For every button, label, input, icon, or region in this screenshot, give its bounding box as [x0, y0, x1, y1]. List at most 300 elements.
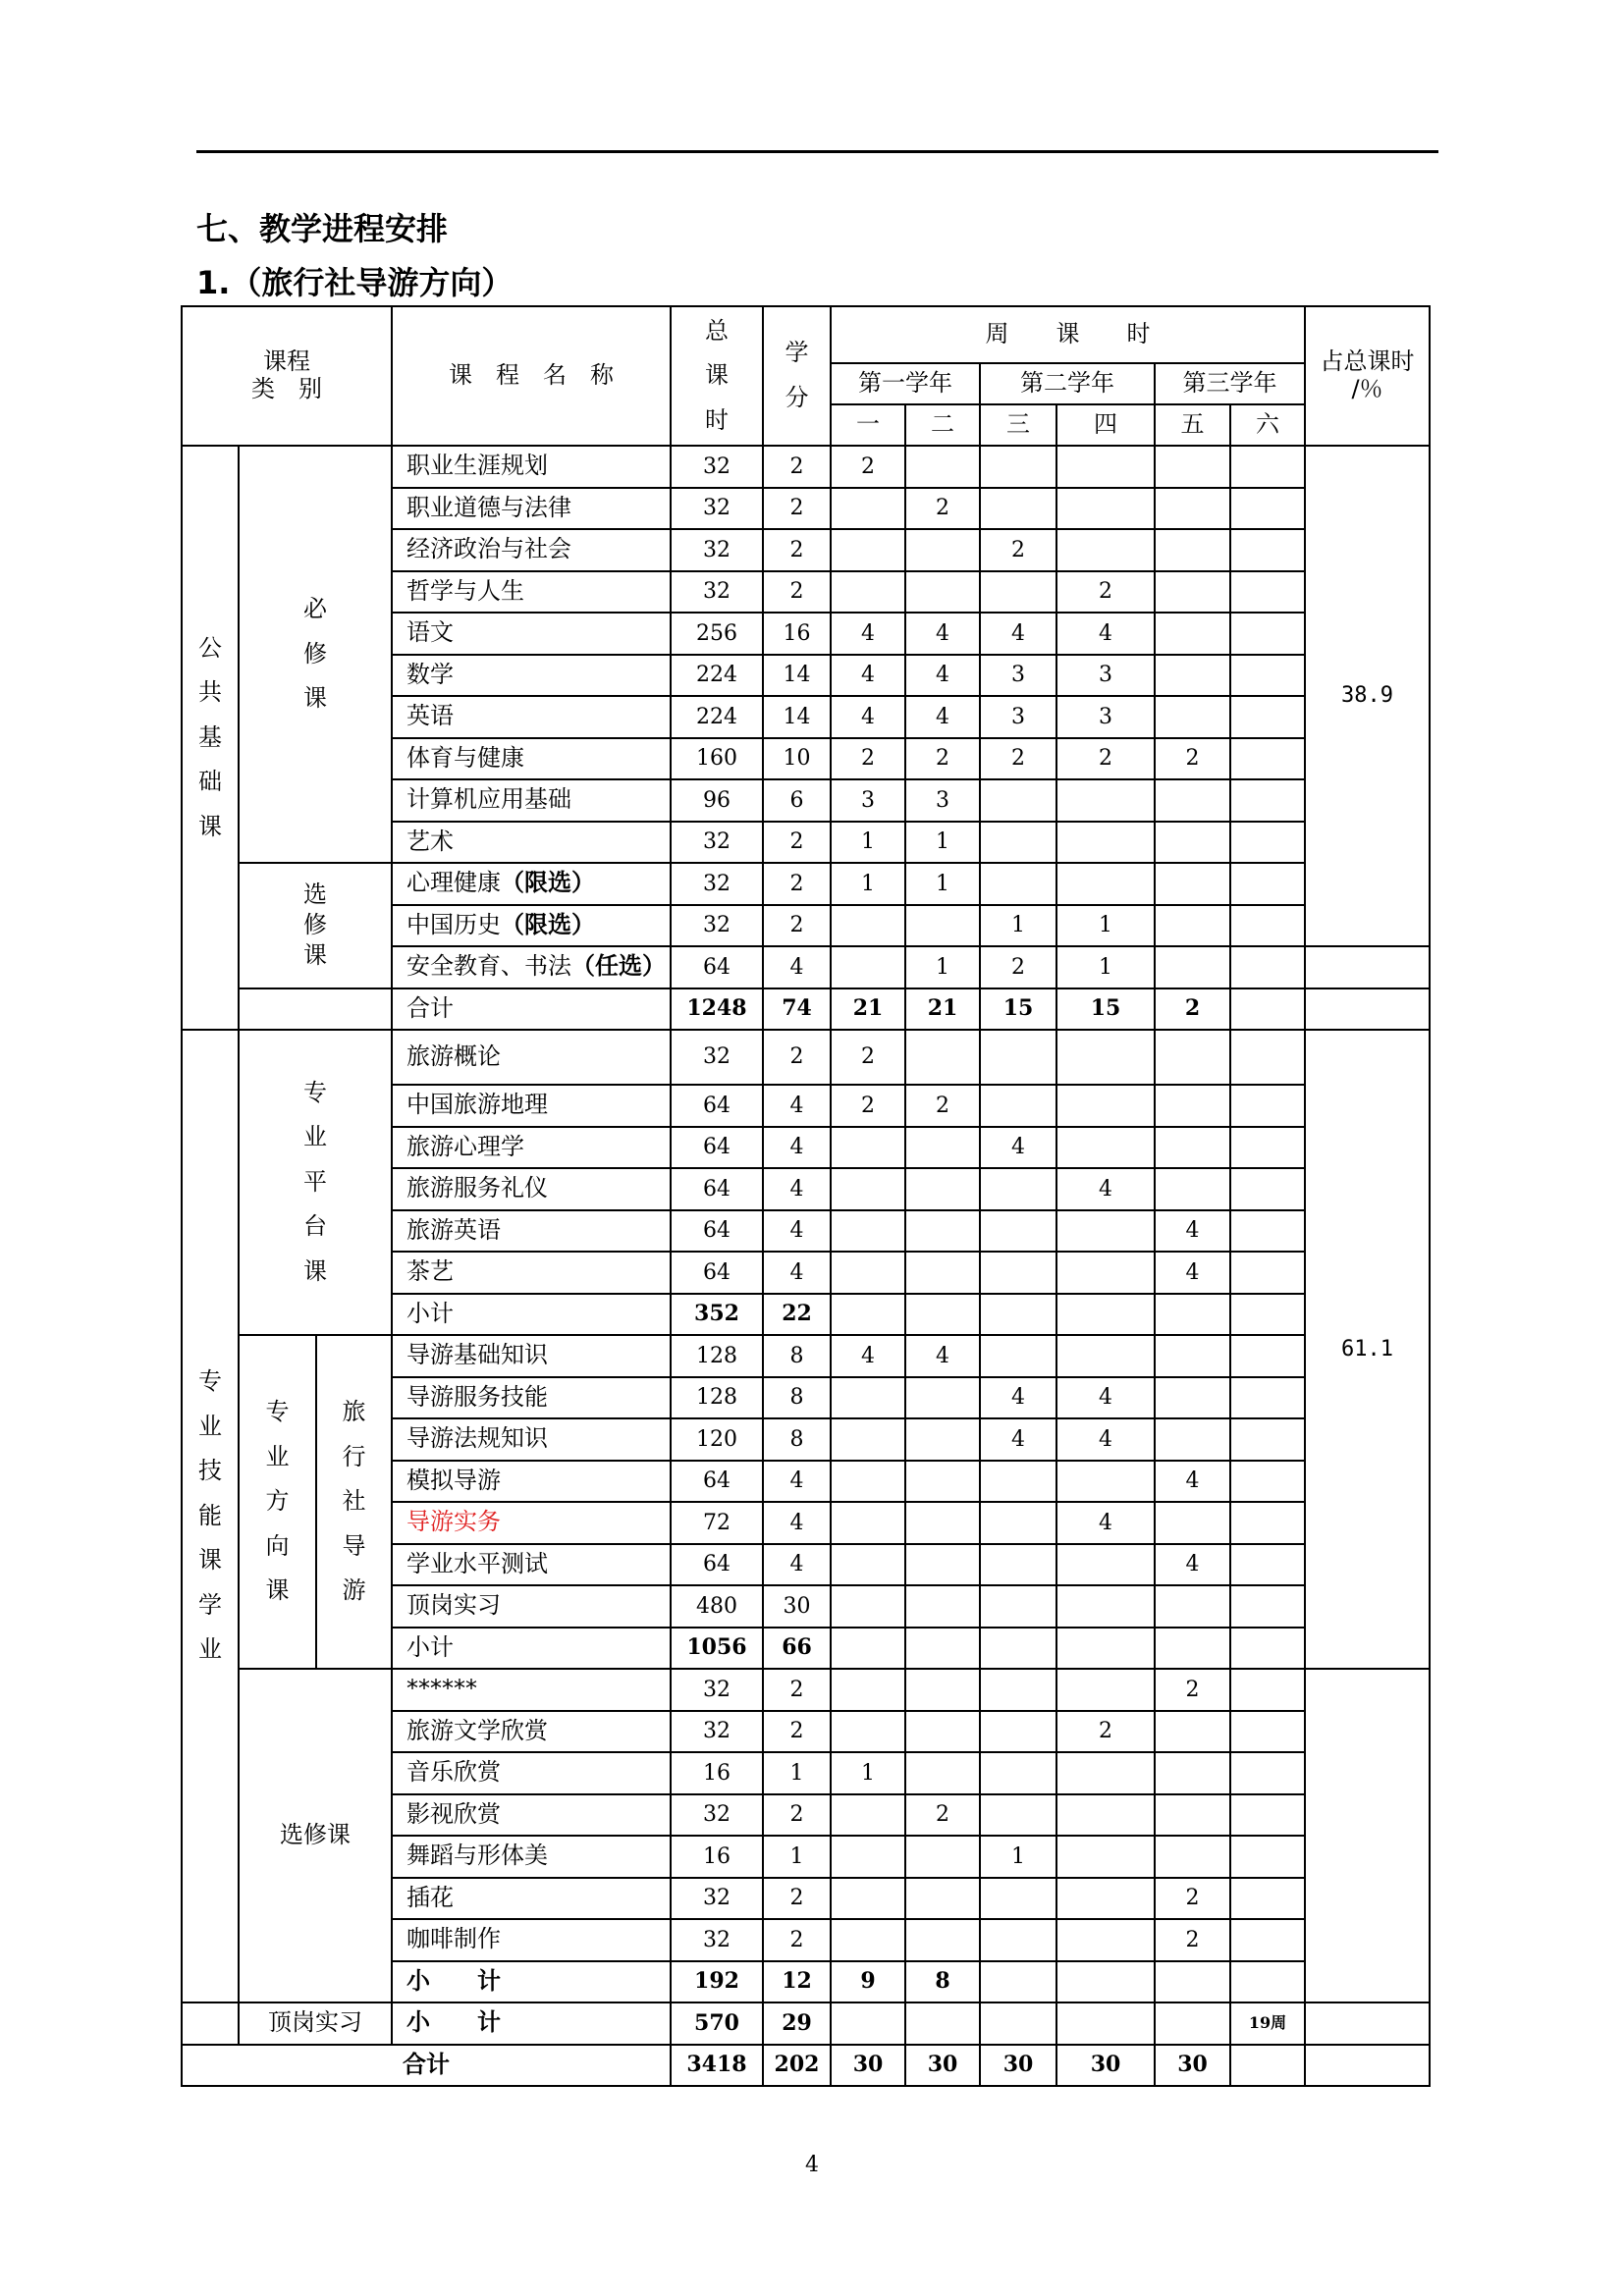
semester-cell: 4	[980, 1377, 1056, 1419]
course-name: 旅游概论	[392, 1030, 671, 1085]
semester-cell: 1	[1056, 946, 1155, 988]
semester-cell: 30	[905, 2045, 980, 2087]
platform-subtotal-credits: 22	[763, 1294, 831, 1336]
credits-cell: 2	[763, 905, 831, 947]
table-row	[182, 988, 1430, 1031]
semester-cell	[1155, 1752, 1230, 1794]
semester-cell	[831, 1127, 905, 1169]
semester-cell	[1230, 1377, 1305, 1419]
semester-cell	[980, 1585, 1056, 1628]
semester-cell	[905, 446, 980, 488]
semester-cell	[905, 1669, 980, 1711]
total-hours-cell: 16	[671, 1752, 763, 1794]
direction-subtotal-credits: 66	[763, 1628, 831, 1670]
semester-cell	[1155, 1127, 1230, 1169]
header-category	[182, 306, 392, 446]
course-name: 旅游服务礼仪	[392, 1168, 671, 1210]
semester-cell	[1230, 738, 1305, 780]
semester-cell: 4	[905, 696, 980, 738]
group-platform	[239, 1030, 392, 1335]
semester-cell: 4	[1056, 1418, 1155, 1461]
semester-cell	[1155, 1794, 1230, 1837]
semester-cell	[980, 1335, 1056, 1377]
semester-cell	[1230, 905, 1305, 947]
semester-cell: 3	[1056, 696, 1155, 738]
table-row	[182, 2045, 1430, 2087]
semester-cell	[1056, 779, 1155, 822]
semester-cell	[1155, 779, 1230, 822]
semester-cell	[1056, 1585, 1155, 1628]
credits-cell: 4	[763, 1127, 831, 1169]
total-hours-cell: 64	[671, 946, 763, 988]
internship-hours: 570	[671, 2002, 763, 2045]
semester-cell: 4	[1155, 1461, 1230, 1503]
semester-cell	[980, 1085, 1056, 1127]
total-hours-cell: 32	[671, 863, 763, 905]
semester-cell	[1230, 696, 1305, 738]
credits-cell: 2	[763, 1711, 831, 1753]
total-hours-cell: 480	[671, 1585, 763, 1628]
semester-cell	[1056, 1919, 1155, 1961]
empty-cell	[182, 2002, 239, 2045]
semester-cell	[905, 1919, 980, 1961]
semester-cell	[831, 905, 905, 947]
credits-cell: 2	[763, 571, 831, 614]
semester-cell	[1230, 1127, 1305, 1169]
course-name-text: 心理健康	[406, 869, 501, 897]
semester-cell	[1056, 1752, 1155, 1794]
course-name	[392, 946, 671, 988]
course-name: ******	[392, 1669, 671, 1711]
header-year3: 第三学年	[1155, 363, 1305, 404]
semester-cell	[831, 1794, 905, 1837]
credits-cell: 2	[763, 529, 831, 571]
semester-cell	[980, 1544, 1056, 1586]
total-hours-cell: 16	[671, 1836, 763, 1878]
semester-cell	[1230, 1252, 1305, 1294]
course-name: 学业水平测试	[392, 1544, 671, 1586]
credits-cell: 2	[763, 1669, 831, 1711]
group-direction-text: 专业方向课	[265, 1398, 290, 1605]
semester-cell	[905, 1030, 980, 1085]
course-name: 影视欣赏	[392, 1794, 671, 1837]
credits-cell: 8	[763, 1418, 831, 1461]
table-row	[182, 446, 1430, 488]
semester-cell	[980, 1252, 1056, 1294]
percent-cell	[1305, 946, 1430, 988]
semester-cell	[1056, 1961, 1155, 2003]
semester-cell: 30	[1056, 2045, 1155, 2087]
semester-cell	[980, 1168, 1056, 1210]
semester-cell	[905, 1544, 980, 1586]
course-name: 导游基础知识	[392, 1335, 671, 1377]
semester-cell	[1056, 1030, 1155, 1085]
semester-cell	[1056, 1210, 1155, 1253]
course-name: 音乐欣赏	[392, 1752, 671, 1794]
semester-cell	[831, 1919, 905, 1961]
semester-cell: 15	[980, 988, 1056, 1031]
semester-cell: 4	[980, 613, 1056, 655]
semester-cell	[980, 1461, 1056, 1503]
total-hours-cell: 72	[671, 1502, 763, 1544]
credits-cell: 8	[763, 1377, 831, 1419]
course-name: 舞蹈与形体美	[392, 1836, 671, 1878]
semester-cell	[831, 1628, 905, 1670]
course-name: 中国旅游地理	[392, 1085, 671, 1127]
prof-elective-subtotal-credits: 12	[763, 1961, 831, 2003]
semester-cell: 2	[1155, 988, 1230, 1031]
total-hours-cell: 224	[671, 696, 763, 738]
direction-subtotal-hours: 1056	[671, 1628, 763, 1670]
semester-cell	[1056, 529, 1155, 571]
credits-cell: 4	[763, 1168, 831, 1210]
percent-professional: 61.1	[1305, 1030, 1430, 1669]
header-semester: 二	[905, 404, 980, 446]
semester-cell	[1056, 1085, 1155, 1127]
semester-cell	[1155, 1294, 1230, 1336]
percent-public: 38.9	[1305, 446, 1430, 946]
semester-cell	[1230, 1711, 1305, 1753]
total-hours-cell: 32	[671, 905, 763, 947]
semester-cell	[905, 1294, 980, 1336]
semester-cell: 4	[1155, 1544, 1230, 1586]
semester-cell	[980, 1628, 1056, 1670]
total-hours-cell: 32	[671, 1919, 763, 1961]
header-total-hours	[671, 306, 763, 446]
semester-cell	[905, 2002, 980, 2045]
platform-subtotal-label: 小计	[392, 1294, 671, 1336]
credits-cell: 14	[763, 696, 831, 738]
total-hours-cell: 64	[671, 1252, 763, 1294]
credits-cell: 2	[763, 863, 831, 905]
semester-cell	[831, 1878, 905, 1920]
semester-cell: 2	[831, 446, 905, 488]
semester-cell: 1	[905, 822, 980, 864]
public-total-hours: 1248	[671, 988, 763, 1031]
semester-cell	[1155, 1628, 1230, 1670]
header-percent	[1305, 306, 1430, 446]
semester-cell	[905, 1628, 980, 1670]
public-total-label: 合计	[392, 988, 671, 1031]
semester-cell	[1230, 1794, 1305, 1837]
group-internship: 顶岗实习	[239, 2002, 392, 2045]
course-name: 艺术	[392, 822, 671, 864]
semester-cell	[905, 571, 980, 614]
semester-cell	[831, 1836, 905, 1878]
total-hours-cell: 128	[671, 1335, 763, 1377]
credits-cell: 2	[763, 1878, 831, 1920]
credits-cell: 6	[763, 779, 831, 822]
total-hours-cell: 64	[671, 1085, 763, 1127]
semester-cell	[905, 1711, 980, 1753]
semester-cell: 4	[831, 696, 905, 738]
group-public-elective	[239, 863, 392, 988]
semester-cell	[831, 1544, 905, 1586]
semester-cell: 2	[1155, 1878, 1230, 1920]
grand-total-hours: 3418	[671, 2045, 763, 2087]
semester-cell: 2	[905, 1085, 980, 1127]
semester-cell	[1230, 1878, 1305, 1920]
semester-cell	[831, 1252, 905, 1294]
semester-cell	[1155, 696, 1230, 738]
semester-cell	[905, 1210, 980, 1253]
semester-cell	[1230, 1030, 1305, 1085]
credits-cell: 16	[763, 613, 831, 655]
semester-cell	[1155, 655, 1230, 697]
semester-cell: 4	[1155, 1252, 1230, 1294]
semester-cell	[1230, 1919, 1305, 1961]
table-row	[182, 1669, 1430, 1711]
group-public-basic-text: 公共基础课	[197, 633, 222, 840]
semester-cell: 3	[1056, 655, 1155, 697]
group-platform-text: 专业平台课	[302, 1078, 327, 1285]
semester-cell	[1230, 1961, 1305, 2003]
semester-cell	[1230, 1461, 1305, 1503]
course-name: 经济政治与社会	[392, 529, 671, 571]
semester-cell: 1	[905, 863, 980, 905]
header-credits-text: 学分	[785, 339, 809, 411]
semester-cell	[1230, 988, 1305, 1031]
semester-cell	[1056, 1294, 1155, 1336]
semester-cell	[980, 1502, 1056, 1544]
prof-elective-subtotal-hours: 192	[671, 1961, 763, 2003]
semester-cell	[1155, 446, 1230, 488]
group-prof-elective: 选修课	[239, 1669, 392, 2002]
semester-cell: 2	[831, 1085, 905, 1127]
header-rule	[196, 150, 1438, 153]
public-total-credits: 74	[763, 988, 831, 1031]
semester-cell	[905, 1502, 980, 1544]
prof-elective-subtotal-label: 小 计	[392, 1961, 671, 2003]
semester-cell	[1230, 1628, 1305, 1670]
semester-cell: 4	[831, 655, 905, 697]
grand-total-label: 合计	[182, 2045, 671, 2087]
elective-tag: （限选）	[501, 910, 595, 938]
semester-cell: 1	[980, 905, 1056, 947]
semester-cell: 4	[905, 1335, 980, 1377]
semester-cell: 1	[831, 1752, 905, 1794]
credits-cell: 2	[763, 446, 831, 488]
credits-cell: 4	[763, 1544, 831, 1586]
semester-cell	[905, 1127, 980, 1169]
semester-cell	[980, 1752, 1056, 1794]
group-required	[239, 446, 392, 863]
semester-cell: 21	[831, 988, 905, 1031]
semester-cell	[980, 1794, 1056, 1837]
semester-cell: 2	[831, 738, 905, 780]
credits-cell: 2	[763, 1919, 831, 1961]
header-semester: 一	[831, 404, 905, 446]
total-hours-cell: 32	[671, 822, 763, 864]
semester-cell	[1230, 1210, 1305, 1253]
semester-cell	[1155, 613, 1230, 655]
total-hours-cell: 32	[671, 1794, 763, 1837]
header-course-name: 课 程 名 称	[392, 306, 671, 446]
semester-cell	[980, 1294, 1056, 1336]
semester-cell	[1230, 1544, 1305, 1586]
semester-cell: 30	[980, 2045, 1056, 2087]
semester-cell	[905, 905, 980, 947]
semester-cell	[1230, 529, 1305, 571]
course-name: 职业道德与法律	[392, 488, 671, 530]
semester-cell	[1155, 1418, 1230, 1461]
semester-cell	[905, 1752, 980, 1794]
semester-cell	[831, 1585, 905, 1628]
semester-cell: 1	[905, 946, 980, 988]
semester-cell: 2	[1056, 738, 1155, 780]
semester-cell	[831, 1461, 905, 1503]
credits-cell: 1	[763, 1836, 831, 1878]
semester-cell	[1230, 946, 1305, 988]
semester-cell	[1230, 1335, 1305, 1377]
semester-cell	[831, 488, 905, 530]
total-hours-cell: 32	[671, 1878, 763, 1920]
course-name: 计算机应用基础	[392, 779, 671, 822]
semester-cell	[1056, 1794, 1155, 1837]
semester-cell: 21	[905, 988, 980, 1031]
credits-cell: 4	[763, 1461, 831, 1503]
semester-cell: 2	[1155, 1669, 1230, 1711]
semester-cell: 2	[980, 529, 1056, 571]
semester-cell	[1155, 863, 1230, 905]
semester-cell	[980, 1669, 1056, 1711]
semester-cell	[980, 1961, 1056, 2003]
semester-cell: 4	[905, 613, 980, 655]
semester-cell: 2	[831, 1030, 905, 1085]
total-hours-cell: 224	[671, 655, 763, 697]
header-semester: 三	[980, 404, 1056, 446]
semester-cell: 4	[905, 655, 980, 697]
grand-total-credits: 202	[763, 2045, 831, 2087]
semester-cell	[831, 529, 905, 571]
semester-cell	[1155, 1585, 1230, 1628]
total-hours-cell: 120	[671, 1418, 763, 1461]
semester-cell: 4	[1056, 1168, 1155, 1210]
semester-cell: 1	[831, 822, 905, 864]
credits-cell: 4	[763, 1252, 831, 1294]
platform-subtotal-hours: 352	[671, 1294, 763, 1336]
total-hours-cell: 32	[671, 488, 763, 530]
semester-cell: 30	[831, 2045, 905, 2087]
credits-cell: 2	[763, 488, 831, 530]
semester-cell	[1230, 1752, 1305, 1794]
table-row	[182, 1030, 1430, 1085]
header-semester: 四	[1056, 404, 1155, 446]
course-name: 插花	[392, 1878, 671, 1920]
total-hours-cell: 64	[671, 1168, 763, 1210]
total-hours-cell: 64	[671, 1544, 763, 1586]
header-total-hours-text: 总课时	[704, 316, 729, 434]
direction-subtotal-label: 小计	[392, 1628, 671, 1670]
semester-cell	[905, 1878, 980, 1920]
course-name	[392, 863, 671, 905]
semester-cell	[831, 1210, 905, 1253]
semester-cell: 2	[1155, 1919, 1230, 1961]
teaching-schedule-table	[181, 305, 1431, 2087]
semester-cell: 8	[905, 1961, 980, 2003]
semester-cell	[980, 1878, 1056, 1920]
semester-cell	[1056, 1461, 1155, 1503]
semester-cell	[1155, 529, 1230, 571]
total-hours-cell: 64	[671, 1461, 763, 1503]
semester-cell	[1230, 863, 1305, 905]
group-public-basic	[182, 446, 239, 1030]
semester-cell	[1230, 1585, 1305, 1628]
course-name: 咖啡制作	[392, 1919, 671, 1961]
semester-cell	[1230, 1294, 1305, 1336]
course-name: 旅游心理学	[392, 1127, 671, 1169]
credits-cell: 4	[763, 1210, 831, 1253]
semester-cell	[980, 863, 1056, 905]
semester-cell	[905, 1377, 980, 1419]
internship-credits: 29	[763, 2002, 831, 2045]
credits-cell: 8	[763, 1335, 831, 1377]
semester-cell	[1155, 1961, 1230, 2003]
credits-cell: 4	[763, 1502, 831, 1544]
credits-cell: 4	[763, 1085, 831, 1127]
semester-cell: 4	[980, 1418, 1056, 1461]
semester-cell: 2	[1155, 738, 1230, 780]
header-semester: 五	[1155, 404, 1230, 446]
semester-cell	[1056, 1252, 1155, 1294]
semester-cell	[1230, 2045, 1305, 2087]
elective-tag: （任选）	[571, 952, 666, 981]
semester-cell	[1230, 1502, 1305, 1544]
header-category-text: 课程 类 别	[251, 347, 322, 402]
semester-cell	[980, 1919, 1056, 1961]
course-name: 导游法规知识	[392, 1418, 671, 1461]
course-name: 导游服务技能	[392, 1377, 671, 1419]
semester-cell	[1056, 1669, 1155, 1711]
semester-cell: 2	[980, 738, 1056, 780]
group-direction	[239, 1335, 316, 1669]
semester-cell	[1056, 2002, 1155, 2045]
semester-cell	[905, 1461, 980, 1503]
header-credits	[763, 306, 831, 446]
course-name: 英语	[392, 696, 671, 738]
semester-cell	[1230, 613, 1305, 655]
table-row	[182, 863, 1430, 905]
semester-cell	[980, 446, 1056, 488]
semester-cell	[831, 1502, 905, 1544]
semester-cell	[831, 2002, 905, 2045]
semester-cell	[1056, 1335, 1155, 1377]
course-name-text: 中国历史	[406, 910, 501, 938]
percent-cell	[1305, 988, 1430, 1031]
semester-cell	[1230, 822, 1305, 864]
total-hours-cell: 160	[671, 738, 763, 780]
semester-cell	[980, 2002, 1056, 2045]
semester-cell	[980, 1210, 1056, 1253]
semester-cell	[1155, 1711, 1230, 1753]
table-row	[182, 2002, 1430, 2045]
semester-cell	[1155, 1168, 1230, 1210]
semester-cell: 19周	[1230, 2002, 1305, 2045]
semester-cell: 3	[831, 779, 905, 822]
semester-cell: 4	[1056, 1502, 1155, 1544]
table-row	[182, 1335, 1430, 1377]
semester-cell	[1230, 488, 1305, 530]
total-hours-cell: 32	[671, 529, 763, 571]
credits-cell: 2	[763, 1030, 831, 1085]
semester-cell: 4	[1056, 1377, 1155, 1419]
semester-cell	[980, 822, 1056, 864]
credits-cell: 30	[763, 1585, 831, 1628]
semester-cell: 3	[905, 779, 980, 822]
semester-cell	[1155, 2002, 1230, 2045]
header-semester: 六	[1230, 404, 1305, 446]
semester-cell	[905, 529, 980, 571]
